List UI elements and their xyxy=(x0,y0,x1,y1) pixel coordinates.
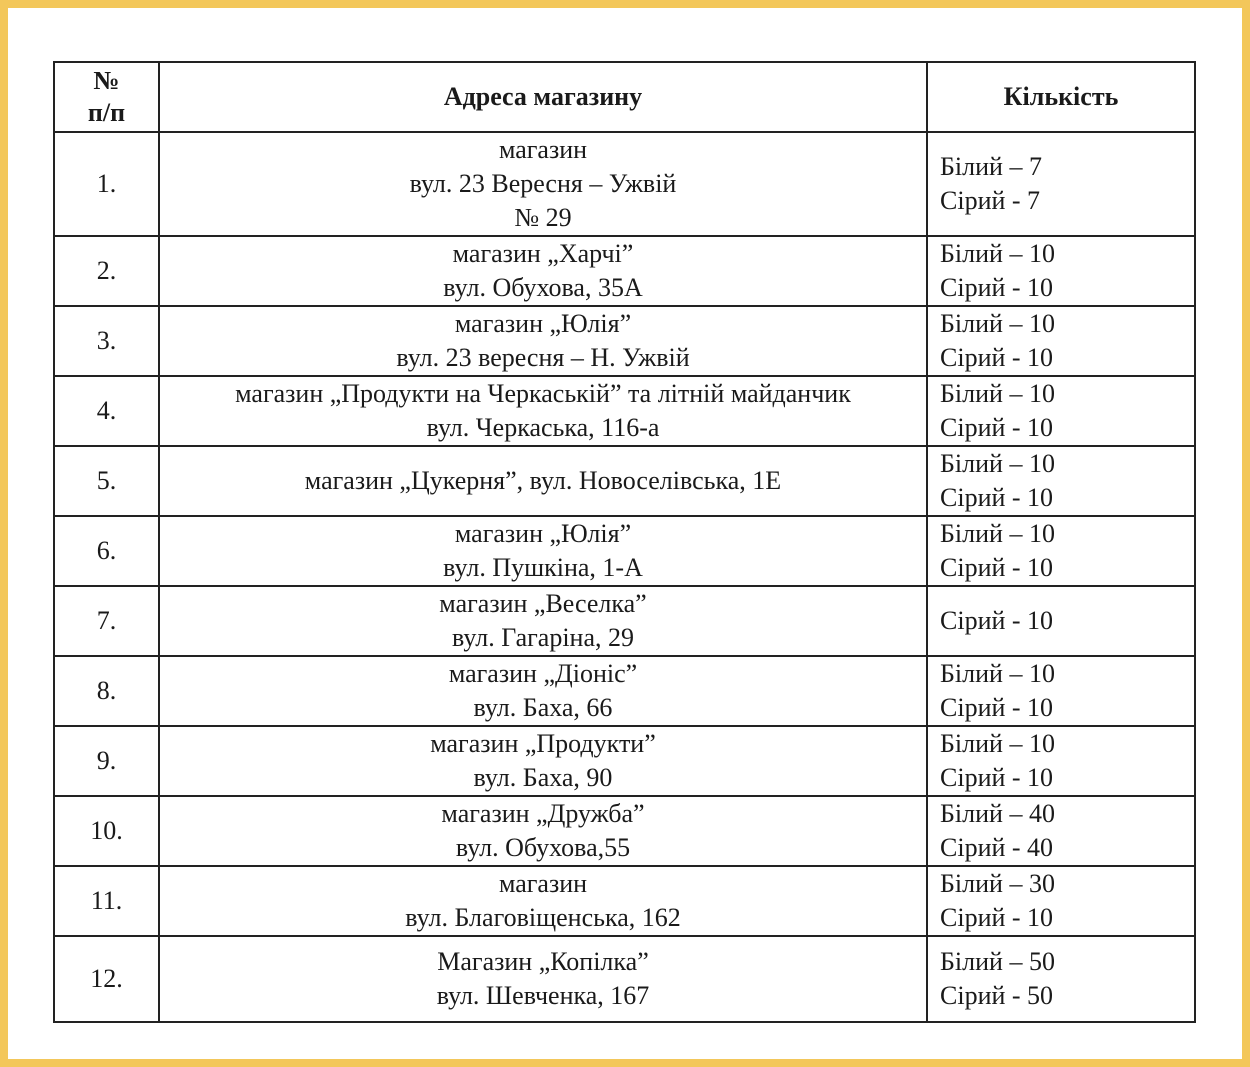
quantity-line: Білий – 50 xyxy=(940,947,1055,976)
quantity-line: Білий – 10 xyxy=(940,309,1055,338)
store-address xyxy=(159,132,927,236)
quantity-line: Сірий - 10 xyxy=(940,903,1054,932)
store-address xyxy=(159,796,927,866)
address-line: магазин „Харчі” xyxy=(452,239,634,268)
address-line: вул. Баха, 66 xyxy=(473,693,613,722)
table-row xyxy=(54,516,1195,586)
address-line: магазин „Юлія” xyxy=(454,519,632,548)
table-row xyxy=(54,866,1195,936)
address-line: Магазин „Копілка” xyxy=(437,947,649,976)
table-row xyxy=(54,376,1195,446)
quantity-line: Сірий - 10 xyxy=(940,553,1054,582)
address-line: магазин „Діоніс” xyxy=(448,659,638,688)
store-address xyxy=(159,586,927,656)
address-line: вул. 23 вересня – Н. Ужвій xyxy=(396,343,690,372)
quantity-line: Сірий - 10 xyxy=(940,273,1054,302)
row-number: 5. xyxy=(54,446,159,516)
address-line: магазин xyxy=(498,135,588,164)
store-address xyxy=(159,866,927,936)
quantity-line: Сірий - 50 xyxy=(940,981,1054,1010)
address-line: магазин „Юлія” xyxy=(454,309,632,338)
store-address xyxy=(159,656,927,726)
address-line: вул. Гагаріна, 29 xyxy=(451,623,635,652)
header-number xyxy=(54,62,159,132)
quantity-line: Сірий - 10 xyxy=(940,693,1054,722)
quantity-line: Сірий - 10 xyxy=(940,606,1054,635)
table-row xyxy=(54,132,1195,236)
address-line: № 29 xyxy=(514,203,572,232)
row-number: 6. xyxy=(54,516,159,586)
store-quantity xyxy=(927,656,1195,726)
quantity-line: Сірий - 10 xyxy=(940,483,1054,512)
store-quantity xyxy=(927,866,1195,936)
quantity-line: Сірий - 10 xyxy=(940,413,1054,442)
row-number: 12. xyxy=(54,936,159,1022)
store-quantity xyxy=(927,796,1195,866)
row-number: 1. xyxy=(54,132,159,236)
header-quantity: Кількість xyxy=(927,62,1195,132)
row-number: 2. xyxy=(54,236,159,306)
store-quantity xyxy=(927,726,1195,796)
quantity-line: Білий – 10 xyxy=(940,239,1055,268)
row-number: 7. xyxy=(54,586,159,656)
header-number-symbol: № xyxy=(93,66,120,95)
table-row xyxy=(54,726,1195,796)
address-line: магазин xyxy=(498,869,588,898)
quantity-line: Сірий - 40 xyxy=(940,833,1054,862)
store-address xyxy=(159,936,927,1022)
address-line: вул. 23 Вересня – Ужвій xyxy=(409,169,677,198)
store-quantity xyxy=(927,306,1195,376)
table-body xyxy=(54,132,1195,1022)
quantity-line: Білий – 7 xyxy=(940,152,1042,181)
table-row xyxy=(54,236,1195,306)
row-number: 3. xyxy=(54,306,159,376)
address-line: вул. Баха, 90 xyxy=(473,763,613,792)
store-address xyxy=(159,726,927,796)
quantity-line: Білий – 10 xyxy=(940,659,1055,688)
store-quantity xyxy=(927,586,1195,656)
table-row xyxy=(54,586,1195,656)
address-line: магазин „Продукти” xyxy=(430,729,656,758)
address-line: вул. Обухова,55 xyxy=(455,833,631,862)
address-line: вул. Черкаська, 116-а xyxy=(426,413,660,442)
table-header xyxy=(54,62,1195,132)
row-number: 10. xyxy=(54,796,159,866)
address-line: вул. Пушкіна, 1-А xyxy=(443,553,643,582)
store-address xyxy=(159,376,927,446)
store-address xyxy=(159,516,927,586)
header-number-abbr: п/п xyxy=(87,98,126,127)
quantity-line: Сірий - 7 xyxy=(940,186,1041,215)
table-row xyxy=(54,306,1195,376)
quantity-line: Сірий - 10 xyxy=(940,763,1054,792)
row-number: 9. xyxy=(54,726,159,796)
row-number: 8. xyxy=(54,656,159,726)
address-line: магазин „Дружба” xyxy=(441,799,645,828)
table-row xyxy=(54,936,1195,1022)
quantity-line: Сірий - 10 xyxy=(940,343,1054,372)
quantity-line: Білий – 10 xyxy=(940,449,1055,478)
address-line: магазин „Продукти на Черкаській” та літній майданчик xyxy=(235,379,851,408)
quantity-line: Білий – 40 xyxy=(940,799,1055,828)
quantity-line: Білий – 30 xyxy=(940,869,1055,898)
store-quantity xyxy=(927,516,1195,586)
stores-table xyxy=(53,61,1196,1023)
address-line: вул. Обухова, 35А xyxy=(443,273,643,302)
address-line: вул. Шевченка, 167 xyxy=(436,981,650,1010)
address-line: вул. Благовіщенська, 162 xyxy=(405,903,681,932)
store-address xyxy=(159,306,927,376)
quantity-line: Білий – 10 xyxy=(940,519,1055,548)
store-address xyxy=(159,236,927,306)
address-line: магазин „Веселка” xyxy=(439,589,647,618)
header-address: Адреса магазину xyxy=(159,62,927,132)
table-row xyxy=(54,796,1195,866)
row-number: 11. xyxy=(54,866,159,936)
store-address xyxy=(159,446,927,516)
address-line: магазин „Цукерня”, вул. Новоселівська, 1Е xyxy=(304,466,782,495)
store-quantity xyxy=(927,446,1195,516)
header-row xyxy=(54,62,1195,132)
store-quantity xyxy=(927,936,1195,1022)
store-quantity xyxy=(927,132,1195,236)
row-number: 4. xyxy=(54,376,159,446)
table-row xyxy=(54,446,1195,516)
table-row xyxy=(54,656,1195,726)
store-quantity xyxy=(927,376,1195,446)
quantity-line: Білий – 10 xyxy=(940,729,1055,758)
store-quantity xyxy=(927,236,1195,306)
quantity-line: Білий – 10 xyxy=(940,379,1055,408)
